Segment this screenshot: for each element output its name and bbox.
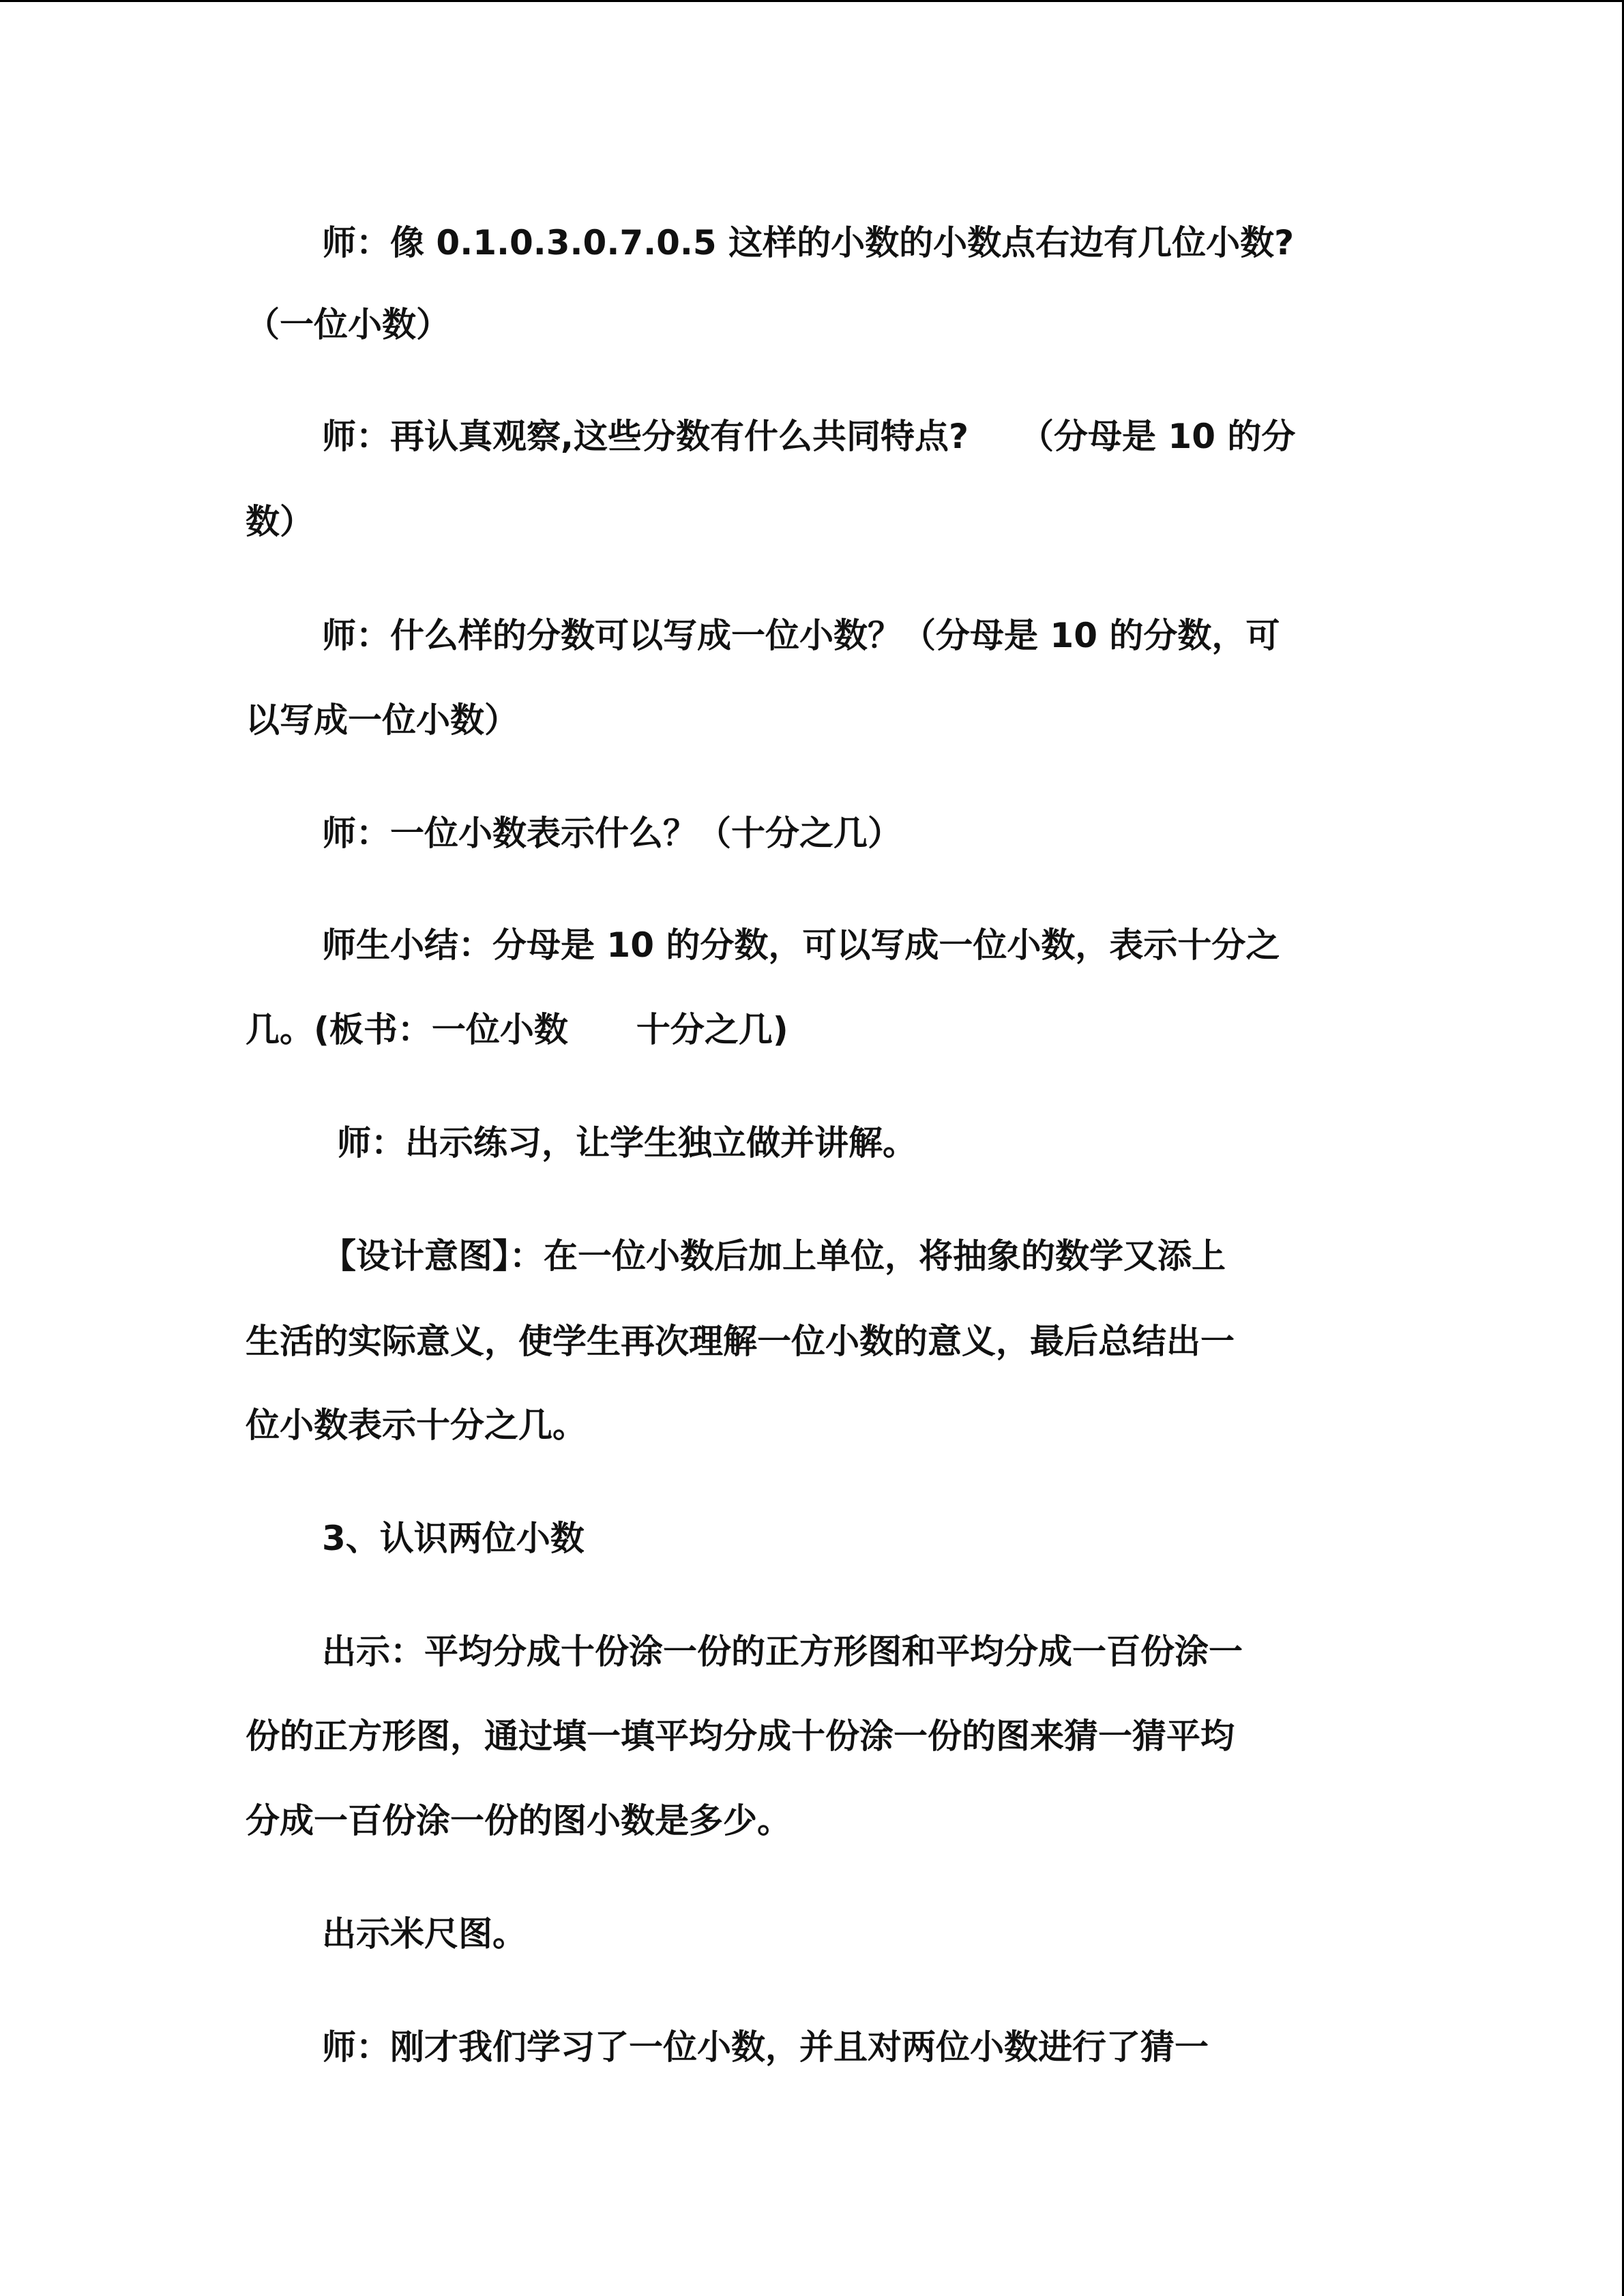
text-line-16: 份的正方形图，通过填一填平均分成十份涂一份的图来猜一猜平均 bbox=[246, 1716, 1235, 1756]
text-line-19: 师：刚才我们学习了一位小数，并且对两位小数进行了猜一 bbox=[322, 2027, 1209, 2067]
text-line-13: 位小数表示十分之几。 bbox=[246, 1405, 587, 1445]
text-line-5: 师：什么样的分数可以写成一位小数？（分母是 10 的分数，可 bbox=[322, 616, 1280, 655]
text-line-1: 师：像 0.1.0.3.0.7.0.5 这样的小数的小数点右边有几位小数? bbox=[322, 223, 1295, 263]
text-line-15: 出示：平均分成十份涂一份的正方形图和平均分成一百份涂一 bbox=[322, 1632, 1243, 1671]
text-line-17: 分成一百份涂一份的图小数是多少。 bbox=[246, 1801, 791, 1840]
text-line-14: 3、认识两位小数 bbox=[322, 1519, 585, 1558]
text-line-2: （一位小数） bbox=[246, 305, 450, 344]
text-line-9: 几。(板书：一位小数 十分之几) bbox=[246, 1010, 788, 1049]
text-line-4: 数） bbox=[246, 502, 314, 541]
top-border bbox=[0, 0, 1624, 2]
text-line-12: 生活的实际意义，使学生再次理解一位小数的意义，最后总结出一 bbox=[246, 1322, 1235, 1361]
text-line-18: 出示米尺图。 bbox=[322, 1914, 527, 1954]
text-line-8: 师生小结：分母是 10 的分数，可以写成一位小数，表示十分之 bbox=[322, 925, 1280, 965]
text-line-6: 以写成一位小数） bbox=[246, 700, 518, 740]
text-line-11: 【设计意图】：在一位小数后加上单位，将抽象的数学又添上 bbox=[322, 1236, 1226, 1276]
text-line-10: 师：出示练习，让学生独立做并讲解。 bbox=[337, 1123, 917, 1163]
text-line-7: 师：一位小数表示什么？（十分之几） bbox=[322, 814, 902, 853]
text-line-3: 师：再认真观察,这些分数有什么共同特点? （分母是 10 的分 bbox=[322, 417, 1296, 456]
